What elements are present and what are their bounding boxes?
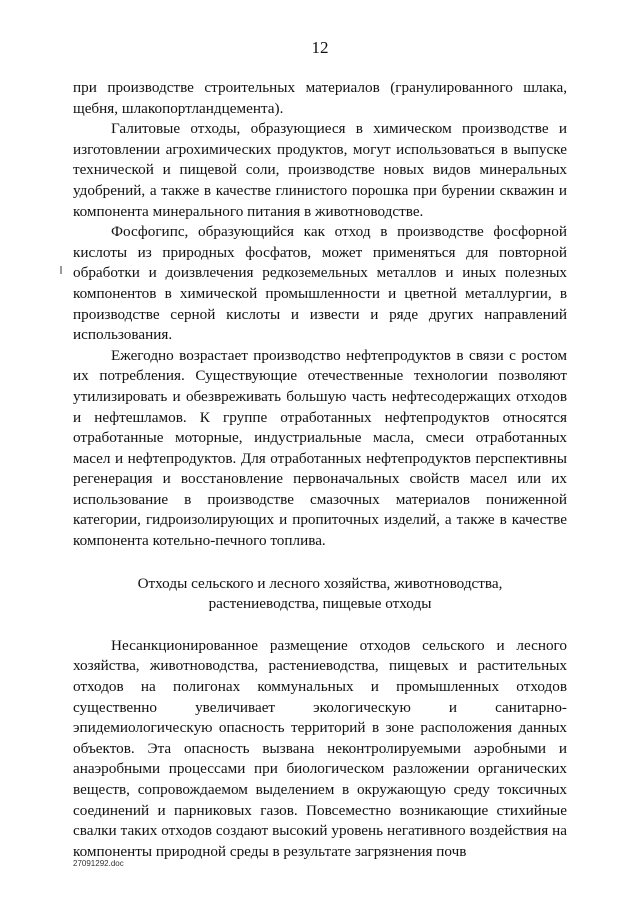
margin-mark — [60, 266, 62, 274]
section-heading-line-2: растениеводства, пищевые отходы — [208, 595, 432, 613]
section-paragraph: Несанкционированное размещение отходов сельского и лесного хозяйства, животноводства, растениеводства, пищевых и растительных отходов на полигонах коммунальных и промышленных отходов существенно увеличивает экологическую и санитарно-эпидемиологическую опасность территорий в зоне расположения данных объектов. Эта опасность вызвана неконтролируемыми аэробными и анаэробными процессами при биологическом разложении органических веществ, сопровождаемом выделением в окружающую среду токсичных соединений и парниковых газов. Повсеместно возникающие стихийные свалки таких отходов создают высокий уровень негативного воздействия на компоненты природной среды в результате загрязнения почв — [73, 636, 567, 860]
paragraph-4: Ежегодно возрастает производство нефтепродуктов в связи с ростом их потребления. Существующие отечественные технологии позволяют утилизировать и обезвреживать большую часть нефтесодержащих отходов и нефтешламов. К группе отработанных нефтепродуктов относятся отработанные моторные, индустриальные масла, смеси отработанных масел и нефтепродуктов. Для отработанных нефтепродуктов перспективны регенерация и восстановление первоначальных свойств масел или их использование в производстве смазочных материалов пониженной категории, гидроизолирующих и пропиточных изделий, а также в качестве компонента котельно-печного топлива. — [73, 346, 567, 550]
paragraph-1: при производстве строительных материалов (гранулированного шлака, щебня, шлакопортландцемента). — [73, 79, 567, 117]
page-number: 12 — [311, 38, 329, 57]
paragraph-2: Галитовые отходы, образующиеся в химическом производстве и изготовлении агрохимических продуктов, могут использоваться в выпуске технической и пищевой соли, производстве новых видов минеральных удобрений, а также в качестве глинистого порошка при бурении скважин и компонента минерального питания в животноводстве. — [73, 120, 567, 220]
footer-filename: 27091292.doc — [73, 859, 124, 868]
paragraph-3: Фосфогипс, образующийся как отход в производстве фосфорной кислоты из природных фосфатов, может применяться для повторной обработки и доизвлечения редкоземельных металлов и иных полезных компонентов в химической промышленности и цветной металлургии, в производстве серной кислоты и извести и ряде других направлений использования. — [73, 223, 567, 344]
section-heading-line-1: Отходы сельского и лесного хозяйства, животноводства, — [137, 574, 503, 592]
document-body — [73, 78, 567, 862]
section-heading — [73, 574, 567, 615]
